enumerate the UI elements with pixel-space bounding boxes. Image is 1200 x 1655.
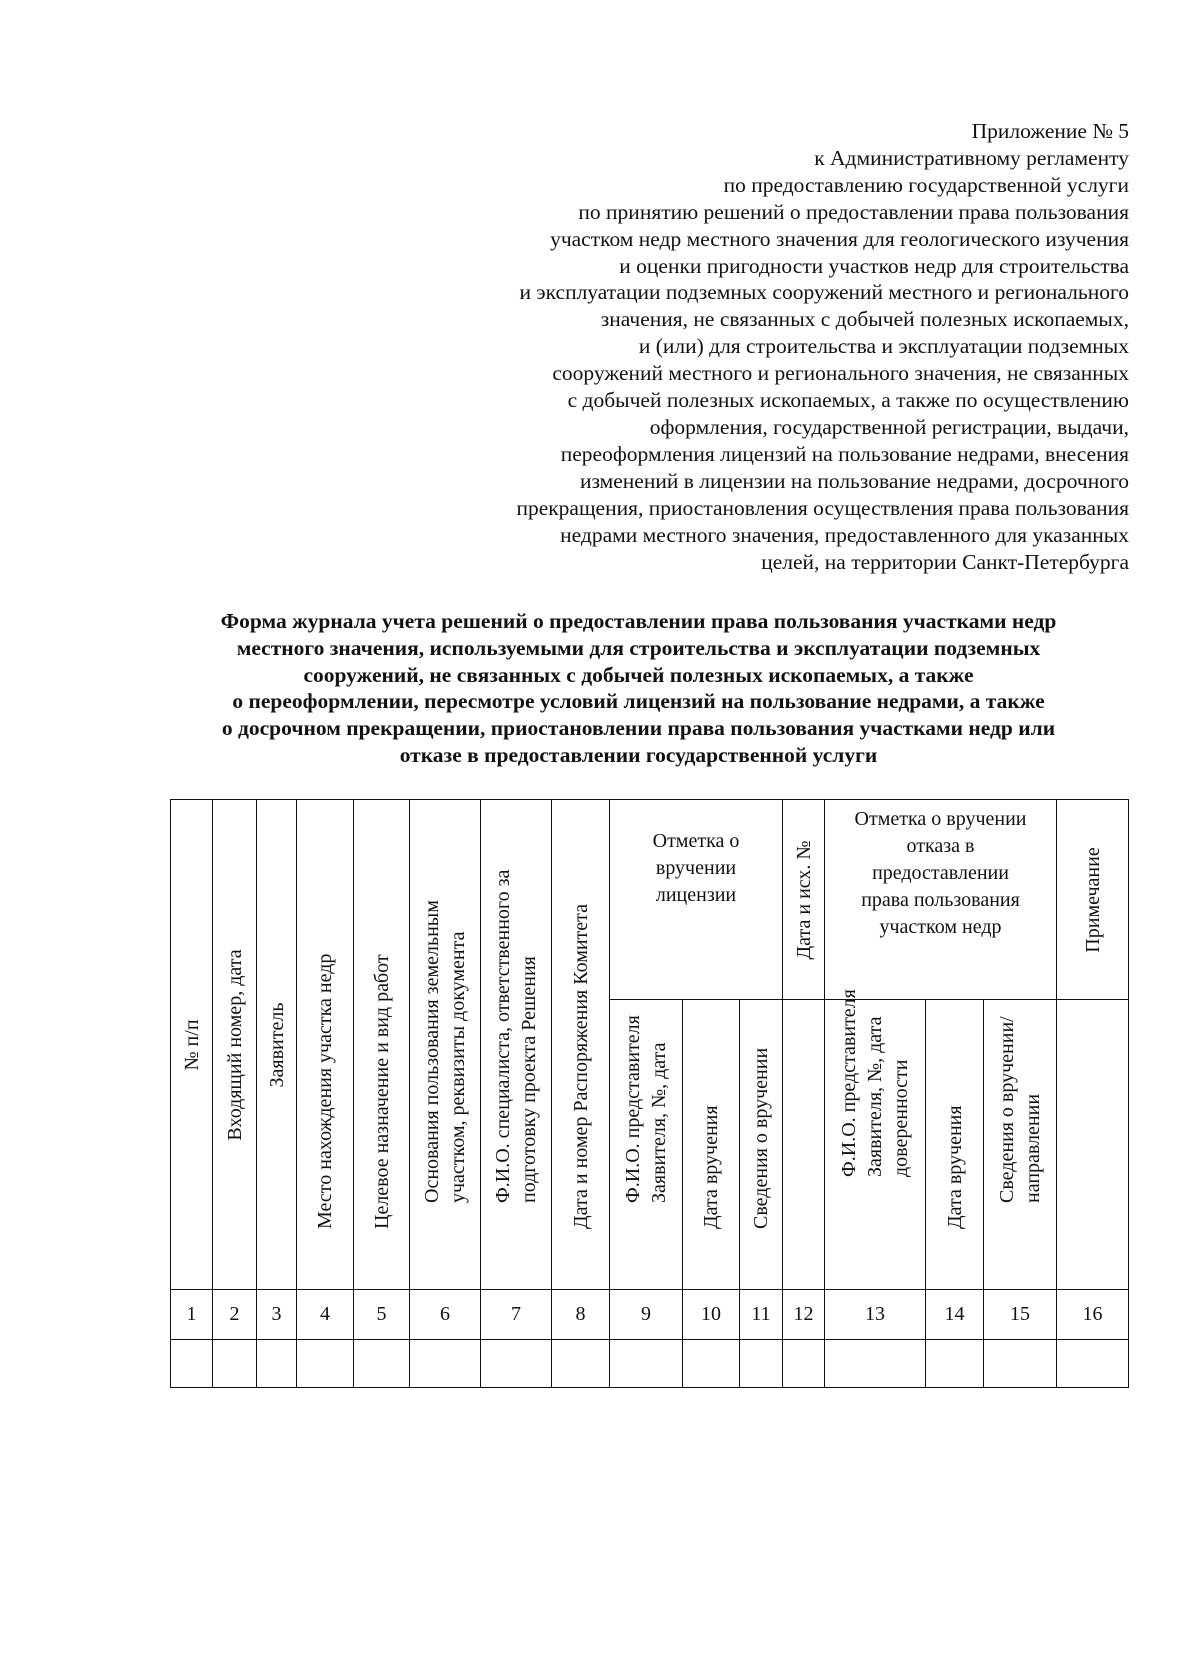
title-line: местного значения, используемыми для строительства и эксплуатации подземных [236, 635, 1041, 660]
subcolumn-label-line: Дата вручения [700, 1105, 722, 1229]
group-license-line: Отметка о [652, 830, 740, 852]
subcol-header-13 [825, 989, 926, 1290]
column-number-row [171, 1290, 1129, 1340]
table-cell[interactable] [297, 1340, 354, 1388]
header-line: прекращения, приостановления осуществления права пользования [516, 495, 1129, 520]
title-line: о досрочном прекращении, приостановлении права пользования участками недр или [221, 716, 1056, 741]
table-cell[interactable] [481, 1340, 552, 1388]
column-number-cell: 11 [740, 1290, 783, 1340]
header-line: с добычей полезных ископаемых, а также по осуществлению [567, 388, 1129, 413]
table-cell[interactable] [926, 1340, 984, 1388]
column-number-cell: 15 [984, 1290, 1057, 1340]
column-number-cell: 7 [481, 1290, 552, 1340]
column-number-cell: 5 [354, 1290, 410, 1340]
title-line: отказе в предоставлении государственной услуги [399, 742, 878, 767]
col-header-3 [257, 800, 297, 1290]
col-header-8 [552, 800, 610, 1290]
column-label [490, 870, 542, 1203]
column-label-line: Заявитель [265, 1002, 288, 1087]
table-cell[interactable] [257, 1340, 297, 1388]
header-line: по принятию решений о предоставлении права пользования [578, 199, 1129, 224]
col-header-7 [481, 800, 552, 1290]
title-line: Форма журнала учета решений о предоставлении права пользования участками недр [220, 609, 1057, 633]
subcol-header-9 [610, 1000, 683, 1290]
appendix-header [369, 118, 1129, 575]
table-cell[interactable] [783, 1340, 825, 1388]
header-line: целей, на территории Санкт-Петербурга [761, 549, 1129, 574]
column-label-line: № п/п [180, 1018, 203, 1071]
column-label [419, 900, 471, 1203]
column-number-cell: 14 [926, 1290, 984, 1340]
col-header-5 [354, 800, 410, 1290]
table-cell[interactable] [683, 1340, 740, 1388]
header-line: к Административному регламенту [814, 145, 1129, 170]
header-line: по предоставлению государственной услуги [723, 172, 1129, 197]
title-line: о переоформлении, пересмотре условий лицензий на пользование недрами, а также [232, 689, 1045, 714]
col-header-1 [171, 800, 213, 1290]
column-label [369, 954, 395, 1229]
column-number-cell: 3 [257, 1290, 297, 1340]
column-number-cell: 1 [171, 1290, 213, 1340]
column-number-cell: 10 [683, 1290, 740, 1340]
subcolumn-label-line: Сведения о вручении [750, 1047, 772, 1229]
form-title [150, 608, 1127, 769]
subcolumn-label [942, 1105, 968, 1229]
column-label-line: Основания пользования земельным [421, 900, 443, 1203]
group-refusal-line: предоставлении [872, 862, 1009, 884]
subcol-header-16-empty [1057, 1000, 1129, 1290]
column-label-line: Место нахождения участка недр [314, 953, 336, 1229]
column-label-line: Ф.И.О. специалиста, ответственного за [492, 869, 514, 1203]
col-header-4 [297, 800, 354, 1290]
table-cell[interactable] [610, 1340, 683, 1388]
subcolumn-label-line: Ф.И.О. представителя [622, 1015, 644, 1203]
header-line: и (или) для строительства и эксплуатации подземных [638, 334, 1129, 359]
column-number-cell: 4 [297, 1290, 354, 1340]
subcolumn-label-line: Заявителя, №, дата [648, 1042, 670, 1203]
header-line: оформления, государственной регистрации, выдачи, [649, 414, 1129, 439]
group-license-line: вручении [655, 857, 737, 879]
header-line: изменений в лицензии на пользование недрами, досрочного [579, 468, 1129, 493]
col-header-16 [1057, 800, 1129, 1000]
column-number-cell: 8 [552, 1290, 610, 1340]
column-label [1080, 847, 1106, 952]
column-label-line: Входящий номер, дата [223, 948, 246, 1141]
column-number-cell: 9 [610, 1290, 683, 1340]
column-number-cell: 6 [410, 1290, 481, 1340]
col-header-2 [213, 800, 257, 1290]
column-label-line: Дата и исх. № [792, 840, 815, 959]
subcol-header-11 [740, 1000, 783, 1290]
subcolumn-label-line: доверенности [890, 1059, 912, 1177]
subcolumn-label [698, 1105, 724, 1229]
header-line: значения, не связанных с добычей полезных ископаемых, [600, 307, 1129, 332]
subcol-header-12-empty [783, 1000, 825, 1290]
subcol-header-10 [683, 1000, 740, 1290]
table-cell[interactable] [984, 1340, 1057, 1388]
column-label [222, 949, 248, 1140]
header-line: переоформления лицензий на пользование недрами, внесения [560, 441, 1129, 466]
header-line: сооружений местного и регионального значения, не связанных [552, 361, 1129, 386]
header-line: Приложение № 5 [971, 119, 1129, 143]
column-label-line: Целевое назначение и вид работ [370, 954, 393, 1229]
empty-data-row [171, 1340, 1129, 1388]
group-license-line: лицензии [655, 884, 737, 906]
table-cell[interactable] [740, 1340, 783, 1388]
header-line: участком недр местного значения для геологического изучения [550, 226, 1129, 251]
column-label [791, 840, 817, 959]
col-header-12 [783, 800, 825, 1000]
table-cell[interactable] [171, 1340, 213, 1388]
table-cell[interactable] [213, 1340, 257, 1388]
journal-table [170, 799, 1129, 1388]
column-label [179, 1019, 205, 1070]
subcolumn-label [748, 1048, 774, 1229]
column-label-line: подготовку проекта Решения [518, 956, 540, 1203]
group-refusal-line: права пользования [861, 889, 1020, 911]
subcol-header-15 [984, 1000, 1057, 1290]
subcolumn-label [836, 989, 914, 1177]
column-label-line: Примечание [1081, 846, 1104, 953]
title-line: сооружений, не связанных с добычей полезных ископаемых, а также [303, 662, 974, 687]
subcol-header-14 [926, 1000, 984, 1290]
subcolumn-label [994, 1016, 1046, 1203]
table-cell[interactable] [1057, 1340, 1129, 1388]
table-cell[interactable] [825, 1340, 926, 1388]
subcolumn-label-line: Заявителя, №, дата [864, 1016, 886, 1177]
column-label [568, 904, 594, 1229]
column-label-line: участком, реквизиты документа [447, 931, 469, 1203]
group-license-header [610, 800, 783, 1000]
column-label-line: Дата и номер Распоряжения Комитета [569, 903, 592, 1229]
column-number-cell: 16 [1057, 1290, 1129, 1340]
column-number-cell: 2 [213, 1290, 257, 1340]
column-number-cell: 12 [783, 1290, 825, 1340]
subcolumn-label-line: Сведения о вручении/ [996, 1016, 1018, 1203]
subcolumn-label-line: Дата вручения [943, 1105, 966, 1229]
subcolumn-label [620, 1015, 672, 1203]
group-refusal-line: участком недр [879, 916, 1002, 938]
table-cell[interactable] [410, 1340, 481, 1388]
column-label [264, 1002, 290, 1087]
group-refusal-header [825, 800, 1057, 1000]
table-cell[interactable] [552, 1340, 610, 1388]
table-cell[interactable] [354, 1340, 410, 1388]
header-line: и оценки пригодности участков недр для строительства [619, 253, 1129, 278]
group-refusal-line: отказа в [906, 835, 975, 857]
subcolumn-label-line: Ф.И.О. представителя [838, 989, 860, 1177]
column-label [312, 954, 338, 1229]
header-line: и эксплуатации подземных сооружений местного и регионального [519, 280, 1129, 305]
group-refusal-line: Отметка о вручении [854, 808, 1027, 830]
col-header-6 [410, 800, 481, 1290]
subcolumn-label-line: направлении [1022, 1093, 1044, 1203]
header-line: недрами местного значения, предоставленного для указанных [560, 522, 1129, 547]
column-number-cell: 13 [825, 1290, 926, 1340]
